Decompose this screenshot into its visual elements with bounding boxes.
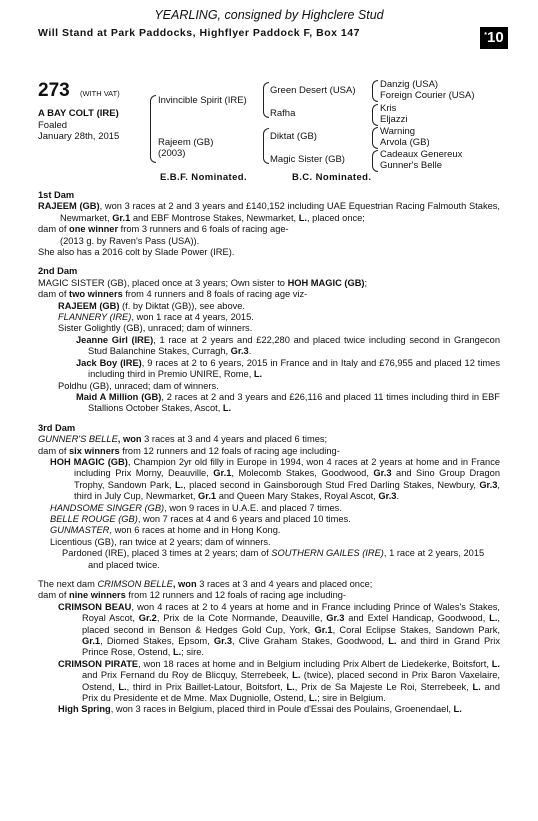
pedigree-dam-dam: Magic Sister (GB) — [270, 154, 345, 165]
second-dam-flannery: FLANNERY (IRE), won 1 race at 4 years, 2015. — [58, 312, 254, 323]
pedigree-brace-3d — [372, 150, 378, 172]
pedigree-sire: Invincible Spirit (IRE) — [158, 95, 247, 106]
third-dam-heading: 3rd Dam — [38, 422, 76, 433]
third-dam-handsome: HANDSOME SINGER (GB), won 9 races in U.A.E. and placed 7 times. — [50, 502, 342, 513]
pedigree-dam-year: (2003) — [158, 148, 186, 159]
pedigree-brace-3b — [372, 104, 378, 126]
pedigree-dss: Warning — [380, 126, 416, 137]
second-dam-maid: Maid A Million (GB), 2 races at 2 and 3 years and £26,116 and placed 11 times including third in EBF Stallions October Stakes, Ascot, L. — [76, 391, 500, 414]
horse-name: A BAY COLT (IRE) — [38, 108, 119, 119]
badge-mark: * — [484, 32, 488, 39]
bc-nomination: B.C. Nominated. — [292, 172, 372, 183]
next-dam-line1: The next dam CRIMSON BELLE, won 3 races at 3 and 4 years and placed once; — [38, 579, 373, 589]
third-dam-licentious: Licentious (GB), ran twice at 2 years; dam of winners. — [50, 536, 271, 547]
first-dam-also: She also has a 2016 colt by Slade Power (IRE). — [38, 247, 235, 258]
pedigree-sire-dam: Rafha — [270, 108, 296, 119]
foaled-date: January 28th, 2015 — [38, 131, 120, 142]
pedigree-brace-1 — [150, 95, 156, 163]
third-dam-pardoned: Pardoned (IRE), placed 3 times at 2 years; dam of SOUTHERN GAILES (IRE), 1 race at 2 years, 2015 and placed twice. — [62, 548, 485, 570]
third-dam-hoh-magic: HOH MAGIC (GB), Champion 2yr old filly in Europe in 1994, won 4 races at 2 years at home and in France including Prix Morny, Deauville, Gr.1, Molecomb Stakes, Goodwood, Gr.3 and Sino Group Dragon Trophy, Sandown Park, L., placed second in Gainsborough Stud Fred Darling Stakes, Newbury, Gr.3, third in July Cup, Newmarket, Gr.1 and Queen Mary Stakes, Royal Ascot, Gr.3. — [50, 456, 501, 502]
pedigree-brace-2a — [263, 82, 269, 118]
second-dam-heading: 2nd Dam — [38, 266, 78, 277]
pedigree-dam-sire: Diktat (GB) — [270, 131, 317, 142]
third-dam-gunmaster: GUNMASTER, won 6 races at home and in Hong Kong. — [50, 525, 281, 536]
first-dam-heading: 1st Dam — [38, 190, 75, 200]
first-dam-foal: (2013 g. by Raven's Pass (USA)). — [60, 235, 200, 246]
second-dam-jack: Jack Boy (IRE), 9 races at 2 to 6 years, 2015 in France and in Italy and £76,955 and placed 12 times including third in Premio UNIRE, Rome, L. — [76, 357, 500, 380]
badge-number: 10 — [487, 29, 504, 46]
pedigree-brace-3c — [372, 127, 378, 149]
second-dam-rajeem: RAJEEM (GB) (f. by Diktat (GB)), see above. — [58, 300, 246, 311]
pedigree-dam: Rajeem (GB) — [158, 137, 214, 148]
pedigree-sdd: Eljazzi — [380, 114, 408, 125]
second-dam-jeanne: Jeanne Girl (IRE), 1 race at 2 years and £22,280 and placed twice including second in Grangecon Stud Balanchine Stakes, Curragh, Gr.3. — [76, 334, 500, 357]
first-dam-produce: dam of one winner from 3 runners and 6 foals of racing age- — [38, 224, 289, 235]
next-dam-crimson-pirate: CRIMSON PIRATE, won 18 races at home and in Belgium including Prix Albert de Liedekerke, Boitsfort, L. and Prix Fernand du Roy de Blicquy, Sterrebeek, L. (twice), placed second in Prix Baron Vaxelaire, Ostend, L., third in Prix Baillet-Latour, Boitsfort, L., Prix de Sa Majeste Le Roi, Sterrebeek, L. and Prix du Presidente et de Mme. Max Dugniolle, Ostend, L.; sire in Belgium. — [58, 658, 501, 704]
stand-location: Will Stand at Park Paddocks, Highflyer Paddock F, Box 147 — [38, 27, 360, 39]
pedigree-sds: Kris — [380, 103, 397, 114]
pedigree-brace-3a — [372, 80, 378, 102]
second-dam-golightly: Sister Golightly (GB), unraced; dam of winners. — [58, 323, 253, 334]
second-dam-line2: dam of two winners from 4 runners and 8 foals of racing age viz- — [38, 289, 308, 300]
first-dam-record: RAJEEM (GB), won 3 races at 2 and 3 years and £140,152 including UAE Equestrian Racing Falmouth Stakes, Newmarket, Gr.1 and EBF Montrose Stakes, Newmarket, L., placed once; — [38, 201, 500, 223]
pedigree-ddd: Gunner's Belle — [380, 160, 443, 171]
ebf-nomination: E.B.F. Nominated. — [160, 172, 248, 183]
pedigree-sss: Danzig (USA) — [380, 79, 439, 90]
pedigree-dds: Cadeaux Genereux — [380, 149, 463, 160]
vat-note: (WITH VAT) — [80, 89, 120, 98]
pedigree-sire-sire: Green Desert (USA) — [270, 85, 356, 96]
lot-number: 273 — [38, 80, 70, 101]
pedigree-brace-2b — [263, 128, 269, 164]
second-dam-poldhu: Poldhu (GB), unraced; dam of winners. — [58, 380, 219, 391]
third-dam-line1: GUNNER'S BELLE, won 3 races at 3 and 4 years and placed 6 times; — [38, 434, 328, 445]
pedigree-ssd: Foreign Courier (USA) — [380, 90, 475, 101]
hip-badge — [480, 27, 508, 49]
next-dam-crimson-beau: CRIMSON BEAU, won 4 races at 2 to 4 years at home and in France including Prince of Wales's Stakes, Royal Ascot, Gr.2, Prix de la Cote Normande, Deauville, Gr.3 and Extel Handicap, Goodwood, L., placed second in Benson & Hedges Gold Cup, York, Gr.1, Coral Eclipse Stakes, Sandown Park, Gr.1, Diomed Stakes, Epsom, Gr.3, Clive Graham Stakes, Goodwood, L. and third in Grand Prix Prince Rose, Ostend, L.; sire. — [58, 601, 501, 658]
pedigree-dsd: Arvola (GB) — [380, 137, 430, 148]
consignor-heading: YEARLING, consigned by Highclere Stud — [154, 8, 384, 22]
next-dam-line2: dam of nine winners from 12 runners and 12 foals of racing age including- — [38, 590, 347, 601]
third-dam-line2: dam of six winners from 12 runners and 12 foals of racing age including- — [38, 445, 340, 456]
next-dam-high-spring: High Spring, won 3 races in Belgium, placed third in Poule d'Essai des Poulains, Groenendael, L. — [58, 704, 462, 715]
foaled-label: Foaled — [38, 120, 68, 131]
catalogue-body — [38, 190, 500, 716]
third-dam-belle: BELLE ROUGE (GB), won 7 races at 4 and 6 years and placed 10 times. — [50, 513, 351, 524]
second-dam-line1: MAGIC SISTER (GB), placed once at 3 years; Own sister to HOH MAGIC (GB); — [38, 277, 368, 288]
